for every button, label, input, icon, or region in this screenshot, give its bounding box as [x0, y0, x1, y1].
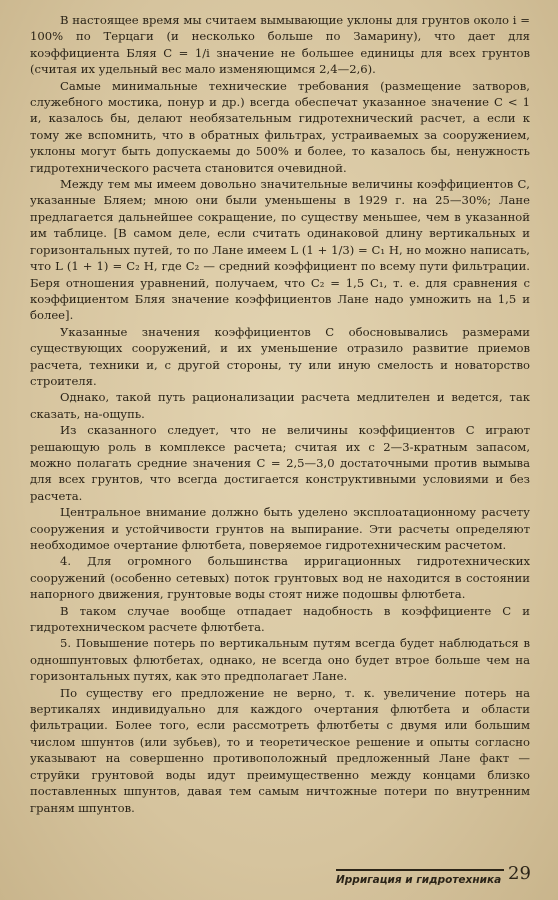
paragraph-7: Центральное внимание должно быть уделено эксплоатационному расчету сооружения и устойчивости грунтов на выпирание. Эти расчеты определяют необходимое очертание флютбета, поверяемое гидротехническим расчетом. [30, 505, 530, 552]
page-footer [0, 860, 558, 900]
paragraph-6: Из сказанного следует, что не величины коэффициентов С играют решающую роль в комплексе расчета; считая их с 2—3-кратным запасом, можно полагать средние значения С = 2,5—3,0 достаточными против вымыва для всех грунтов, что всегда достигается конструктивными условиями и без расчета. [30, 423, 530, 503]
page-body [30, 12, 530, 816]
paragraph-4: Указанные значения коэффициентов С обосновывались размерами существующих сооружений, и их уменьшение отразило развитие приемов расчета, техники и, с другой стороны, ту или иную смелость и новаторство строителя. [30, 324, 530, 388]
paragraph-11: По существу его предложение не верно, т. к. увеличение потерь на вертикалях индивидуально для каждого очертания флютбета и области фильтрации. Более того, если рассмотреть флютбеты с двумя или большим числом шпунтов (или зубьев), то и теоретическое решение и опыты согласно указывают на совершенно противоположный предложенный Лане факт — струйки грунтовой воды идут преимущественно между концами близко поставленных шпунтов, давая тем самым ничтожные потери по внутренним граням шпунтов. [30, 685, 530, 815]
paragraph-1: В настоящее время мы считаем вымывающие уклоны для грунтов около i = 100% по Терцаги (и несколько больше по Замарину), что дает для коэффициента Бляя С = 1/i значение не большее единицы для всех грунтов (считая их удельный вес мало изменяющимся 2,4—2,6). [30, 13, 530, 77]
paragraph-9: В таком случае вообще отпадает надобность в коэффициенте С и гидротехническом расчете флютбета. [30, 603, 530, 635]
page-number: 29 [508, 863, 531, 884]
paragraph-8: 4. Для огромного большинства ирригационных гидротехнических сооружений (особенно сетевых) поток грунтовых вод не находится в состоянии напорного движения, грунтовые воды стоят ниже подошвы флютбета. [30, 554, 530, 602]
paragraph-10: 5. Повышение потерь по вертикальным путям всегда будет наблюдаться в одношпунтовых флютбетах, однако, не всегда оно будет втрое больше чем на горизонтальных путях, как это предполагает Лане. [30, 636, 530, 684]
footer-rule [336, 869, 504, 871]
running-title: Ирригация и гидротехника [336, 874, 502, 886]
paragraph-2: Самые минимальные технические требования (размещение затворов, служебного мостика, понур и др.) всегда обеспечат указанное значение С < 1 и, казалось бы, делают необязательным гидротехнический расчет, а если к тому же вспомнить, что в обратных фильтрах, устраиваемых за сооружением, уклоны могут быть допускаемы до 500% и более, то казалось бы, ненужность гидротехнического расчета становится очевидной. [30, 78, 530, 175]
paragraph-5: Однако, такой путь рационализации расчета медлителен и ведется, так сказать, на-ощупь. [30, 390, 530, 421]
paragraph-3: Между тем мы имеем довольно значительные величины коэффициентов С, указанные Бляем; мною они были уменьшены в 1929 г. на 25—30%; Лане предлагается дальнейшее сокращение, по существу меньшее, чем в указанной им таблице. [В самом деле, если считать одинаковой длину вертикальных и горизонтальных путей, то по Лане имеем L (1 + 1/3) = C₁ H, но можно написать, что L (1 + 1) = C₂ H, где C₂ — средний коэффициент по всему пути фильтрации. Беря отношения уравнений, получаем, что C₂ = 1,5 C₁, т. е. для сравнения с коэффициентом Бляя значение коэффициентов Лане надо умножить на 1,5 и более]. [30, 177, 530, 323]
